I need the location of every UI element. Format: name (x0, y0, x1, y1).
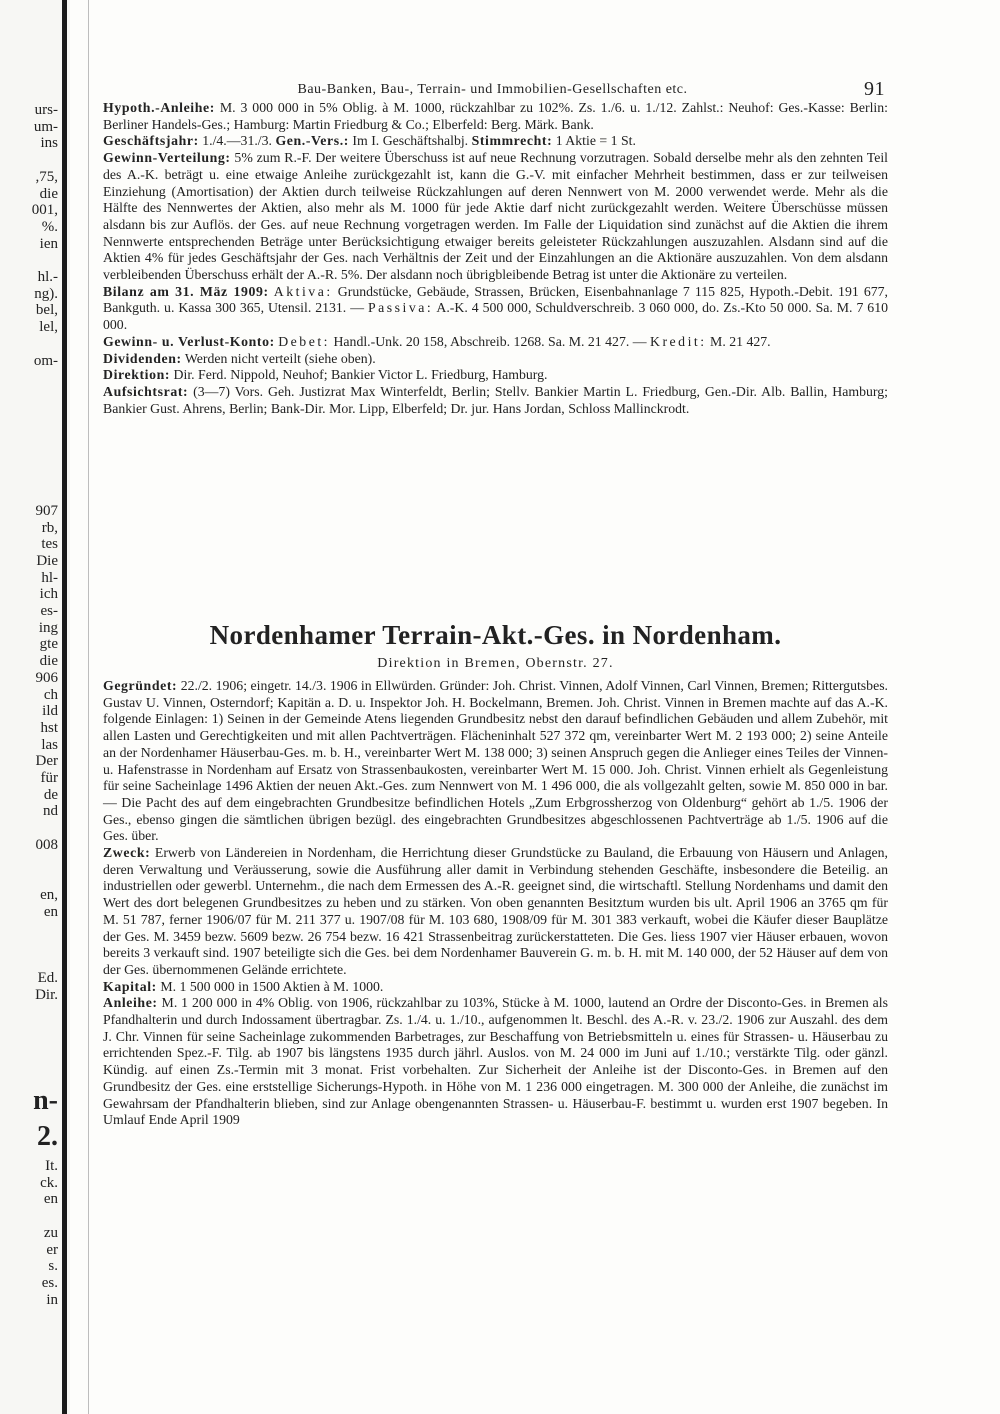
margin-fragment: om- (33, 352, 58, 369)
dividenden-paragraph (103, 351, 888, 368)
margin-fragment: tes (41, 536, 58, 553)
geschaeftsjahr-text: 1./4.—31./3. (202, 133, 272, 149)
stimmrecht-text: 1 Aktie = 1 St. (555, 133, 636, 149)
bilanz-passiva-word: Passiva: (367, 300, 434, 316)
kapital-label: Kapital: (103, 978, 157, 994)
company-title: Nordenhamer Terrain-Akt.-Ges. in Nordenham. (209, 620, 782, 650)
margin-fragment: 906 (35, 669, 58, 686)
margin-fragment: es- (40, 603, 58, 619)
margin-fragment: es. (41, 1274, 58, 1291)
margin-fragment: Dir. (35, 987, 58, 1004)
kapital-paragraph (103, 979, 888, 996)
geschaeftsjahr-label: Geschäftsjahr: (103, 133, 199, 149)
gewinn-verteilung-paragraph (103, 150, 888, 284)
margin-fragment: en, (40, 886, 58, 903)
margin-fragment-large: 2. (37, 1121, 58, 1152)
margin-fragment: ck. (40, 1174, 58, 1191)
gegruendet-paragraph (103, 678, 888, 845)
margin-fragment: en (43, 903, 58, 920)
aufsichtsrat-text: (3—7) Vors. Geh. Justizrat Max Winterfeldt, Berlin; Stellv. Bankier Martin L. Friedburg, Gen.-Dir. Alb. Ballin, Hamburg; Bankier Gust. Ahrens, Berlin; Bank-Dir. Mor. Lipp, Elberfeld; Dr. jur. Hans Jordan, Schloss Mallinckrodt. (103, 383, 888, 416)
margin-fragment: die (39, 653, 58, 670)
page-number: 91 (864, 78, 885, 100)
guv-kredit-text: M. 21 427. (710, 333, 771, 349)
margin-fragment: ing (38, 619, 58, 636)
margin-fragment: urs- (34, 102, 58, 118)
direktion-paragraph (103, 367, 888, 384)
margin-fragment: ng). (34, 285, 58, 302)
margin-fragment: ch (43, 686, 58, 703)
anleihe-text: M. 1 200 000 in 4% Oblig. von 1906, rückzahlbar zu 103%, Stücke à M. 1000, lautend an Ordre der Disconto-Ges. in Bremen als Pfandhalterin und durch Indossament übertragbar. Zs. 1./4. u. 1./10., aufgenommen lt. Beschl. des A.-R. v. 23./2. 1906 zur Auszahl. des dem J. Chr. Vinnen für seine Sacheinlage zukommenden Barbetrages, zur Beschaffung von Betriebsmitteln u. eines für Strassen- u. Häuserbau zu errichtenden Spez.-F. Tilg. ab 1907 bis längstens 1935 durch jährl. Auslos. von M. 24 000 im Juni auf 1./10.; verstärkte Tilg. oder gänzl. Kündig. auf einen Zs.-Termin mit 3 monat. Frist vorbehalten. Zur Sicherheit der Anleihe ist der Disconto-Ges. in Bremen auf den Grundbesitz der Ges. eine erststellige Sicherungs-Hypoth. in Höhe von M. 1 236 000 eingetragen. M. 300 000 der Anleihe, die zunächst im Gewahrsam der Pfandhalterin blieben, sind zur Anlage obengenannten Strassen- u. Häuserbau-F. bestimmt u. wurden erst 1907 begeben. In Umlauf Ende April 1909 (103, 995, 888, 1128)
margin-fragment: nd (43, 803, 58, 820)
gewinn-verlust-label: Gewinn- u. Verlust-Konto: (103, 333, 275, 349)
dividenden-text: Werden nicht verteilt (siehe oben). (184, 350, 376, 366)
margin-fragment: gte (39, 636, 58, 653)
bilanz-passiva-text: A.-K. 4 500 000, Schuldverschreib. 3 060 000, do. Zs.-Kto 50 000. Sa. M. 7 610 000. (103, 300, 888, 333)
margin-fragment: hl- (41, 569, 58, 586)
gen-vers-text: Im I. Geschäftshalbj. (352, 133, 469, 149)
margin-fragment: hl.- (37, 269, 58, 285)
gewinn-verteilung-text: 5% zum R.-F. Der weitere Überschuss ist auf neue Rechnung vorzutragen. Sobald derselbe mehr als den zehnten Teil des A.-K. beträgt u. eine etwaige Anleihe zurückgezahlt ist, kann die G.-V. mit einfacher Mehrheit bestimmen, dass er zur teilweisen Einziehung (Amortisation) der Aktien durch teilweise Rückzahlungen auf deren Nennwert von M. 2000 verwendet werde. Mehr als die Hälfte des Nennwertes der Aktien, also mehr als M. 1000 für jede Aktie darf nicht zurückgezahlt werden. Weitere Überschüsse müssen alsdann bis zur Auflös. der Ges. auf neue Rechnung vorgetragen werden. Im Falle der Liquidation sind zunächst auf die Aktien die ihrem Nennwerte entsprechenden Beträge unter Berücksichtigung etwaiger bereits geleisteter Rückzahlungen auszuzahlen. Alsdann sind auf die Aktien 4% für jedes Geschäftsjahr der Ges. nach Verhältnis der Zeit und der Einzahlungen an die Aktionäre auszuzahlen. Von dem alsdann verbleibenden Überschuss erhält der A.-R. 5%. Der alsdann noch übrigbleibende Betrag ist unter die Aktionäre zu verteilen. (103, 150, 888, 283)
margin-fragment: en (43, 1191, 58, 1208)
zweck-text: Erwerb von Ländereien in Nordenham, die Herrichtung dieser Grundstücke zu Bauland, die Erbauung von Häusern und Anlagen, deren Verwaltung und Veräusserung, sowie die Ausführung aller damit in Verbindung stehenden Geschäfte, insbesondere die Beteilig. an industriellen oder gewerbl. Unternehm., die nach dem Ermessen des A.-R. geeignet sind, die wirtschaftl. Stellung Nordenhams und damit den Wert des dort belegenen Grundbesitzes zu heben und zu stärken. Von oben genannten Besitztum wurden bis ult. April 1906 an 3765 qm für M. 51 787, ferner 1906/07 für M. 211 377 u. 1907/08 für M. 103 680, 1908/09 für M. 301 383 verkauft, wobei die Käufer dieser Bauplätze der Ges. M. 3459 bezw. 5609 bezw. 26 754 bezw. 16 421 Strassenbeitrag zurückerstatteten. Die Ges. liess 1907 vier Häuser erbauen, wovon bereits 3 verkauft sind. 1907 beteiligte sich die Ges. bei dem Nordenhamer Bauverein G. m. b. H. mit M. 140 000, der 52 Häuser auf dem von der Ges. übernommenen Gelände errichtete. (103, 845, 888, 977)
anleihe-label: Anleihe: (103, 995, 158, 1011)
guv-debet-text: Handl.-Unk. 20 158, Abschreib. 1268. Sa. M. 21 427. — (333, 333, 647, 349)
hypoth-anleihe-text: M. 3 000 000 in 5% Oblig. à M. 1000, rückzahlbar zu 102%. Zs. 1./6. u. 1./12. Zahlst.: Neuhof: Ges.-Kasse: Berlin: Berliner Handels-Ges.; Hamburg: Martin Friedburg & Co.; Elberfeld: Berg. Märk. Bank. (103, 100, 888, 132)
margin-fragment: Die (36, 552, 58, 569)
margin-fragment: die (39, 185, 58, 202)
margin-fragment: It. (45, 1158, 58, 1174)
geschaeftsjahr-paragraph (103, 133, 888, 150)
margin-fragment: de (43, 786, 58, 803)
previous-company-entry (103, 100, 888, 417)
bilanz-label: Bilanz am 31. Mäz 1909: (103, 283, 269, 299)
margin-fragment: ,75, (35, 168, 58, 185)
running-title: Bau-Banken, Bau-, Terrain- und Immobilien-Gesellschaften etc. (297, 82, 688, 97)
gegruendet-text: 22./2. 1906; eingetr. 14./3. 1906 in Ellwürden. Gründer: Joh. Christ. Vinnen, Adolf Vinnen, Carl Vinnen, Bremen; Rittergutsbes. Gustav U. Vinnen, Osterndorf; Kapitän a. D. u. Inspektor Joh. H. Bockelmann, Bremen. Joh. Christ. Vinnen in Bremen machte auf das A.-K. folgende Einlagen: 1) Seinen in der Gemeinde Atens liegenden Grundbesitz nebst den darauf befindlichen Gebäuden und allem Zubehör, mit allen Lasten und Gerechtigkeiten und mit allen Pachtverträgen. Flächeninhalt 527 372 qm, vereinbarter Wert M. 2 193 000; 2) seine Anteile an der Nordenhamer Häuserbau-Ges. m. b. H., vereinbarter Wert M. 138 000; 3) seinen Anspruch gegen die Anlieger eines Teiles der Vinnen- u. Hafenstrasse in Nordenham auf Ersatz von Strassenbaukosten, vereinbarter Wert M. 15 000. Joh. Christ. Vinnen erhielt als Gegenleistung für seine Sacheinlage 1496 Aktien der neuen Akt.-Ges. zum Nennwert von M. 1 496 000, die als vollgezahlt gelten, sowie M. 850 000 in bar. — Die Pacht des auf dem eingebrachten Grundbesitze befindlichen Hotels „Zum Erbgrossherzog von Oldenburg“ gehört ab 1./5. 1906 der Ges., ebenso gingen die sämtlichen übrigen bezügl. des eingebrachten Grundbesitzes abgeschlossenen Pachtverträge ab 1./5. 1906 auf die Ges. über. (103, 678, 889, 844)
margin-fragment: ins (40, 135, 58, 152)
margin-fragment: ild (42, 703, 58, 720)
margin-fragment: hst (40, 719, 58, 736)
margin-fragment: Der (35, 753, 58, 770)
margin-fragment: 008 (35, 836, 58, 853)
bilanz-aktiva-text: Grundstücke, Gebäude, Strassen, Brücken, Eisenbahnanlage 7 115 825, Hypoth.-Debit. 191 677, Bankguth. u. Kassa 300 365, Utensil. 2131. — (103, 283, 888, 316)
margin-fragment: lel, (39, 319, 58, 336)
margin-fragment: für (40, 770, 58, 786)
margin-fragment: rb, (41, 519, 58, 536)
zweck-paragraph (103, 845, 888, 979)
gewinn-verlust-paragraph (103, 334, 888, 351)
gegruendet-label: Gegründet: (103, 678, 178, 693)
margin-fragment-large: n- (33, 1085, 58, 1116)
binding-gutter-line (62, 0, 67, 1414)
aufsichtsrat-paragraph (103, 384, 888, 417)
bilanz-paragraph (103, 284, 888, 334)
margin-fragment: 907 (35, 502, 58, 519)
guv-kredit-word: Kredit: (650, 333, 707, 349)
margin-fragment: ien (39, 235, 58, 252)
direktion-text: Dir. Ferd. Nippold, Neuhof; Bankier Victor L. Friedburg, Hamburg. (173, 367, 548, 383)
company-entry (103, 678, 888, 1129)
margin-fragment: las (41, 736, 58, 753)
direktion-label: Direktion: (103, 367, 171, 383)
margin-fragment: ich (39, 586, 58, 603)
gen-vers-label: Gen.-Vers.: (275, 133, 349, 149)
dividenden-label: Dividenden: (103, 350, 182, 366)
zweck-label: Zweck: (103, 845, 151, 861)
margin-fragment: um- (33, 118, 58, 135)
margin-fragment: 001, (31, 202, 58, 219)
margin-fragment: er (46, 1241, 58, 1258)
margin-fragment: s. (48, 1258, 58, 1275)
margin-fragment: in (46, 1291, 58, 1308)
margin-fragment: %. (41, 218, 58, 235)
page-edge-line (88, 0, 89, 1414)
aufsichtsrat-label: Aufsichtsrat: (103, 383, 189, 399)
stimmrecht-label: Stimmrecht: (471, 133, 553, 149)
margin-fragment: bel, (35, 302, 58, 319)
gewinn-verteilung-label: Gewinn-Verteilung: (103, 150, 231, 166)
kapital-text: M. 1 500 000 in 1500 Aktien à M. 1000. (160, 978, 384, 994)
margin-fragment: zu (43, 1224, 58, 1241)
bilanz-aktiva-word: Aktiva: (273, 283, 333, 299)
anleihe-paragraph (103, 995, 888, 1129)
margin-fragment: Ed. (37, 970, 58, 987)
company-direction-line: Direktion in Bremen, Obernstr. 27. (377, 656, 614, 671)
guv-debet-word: Debet: (278, 333, 330, 349)
hypoth-anleihe-paragraph (103, 100, 888, 133)
hypoth-anleihe-label: Hypoth.-Anleihe: (103, 100, 215, 115)
